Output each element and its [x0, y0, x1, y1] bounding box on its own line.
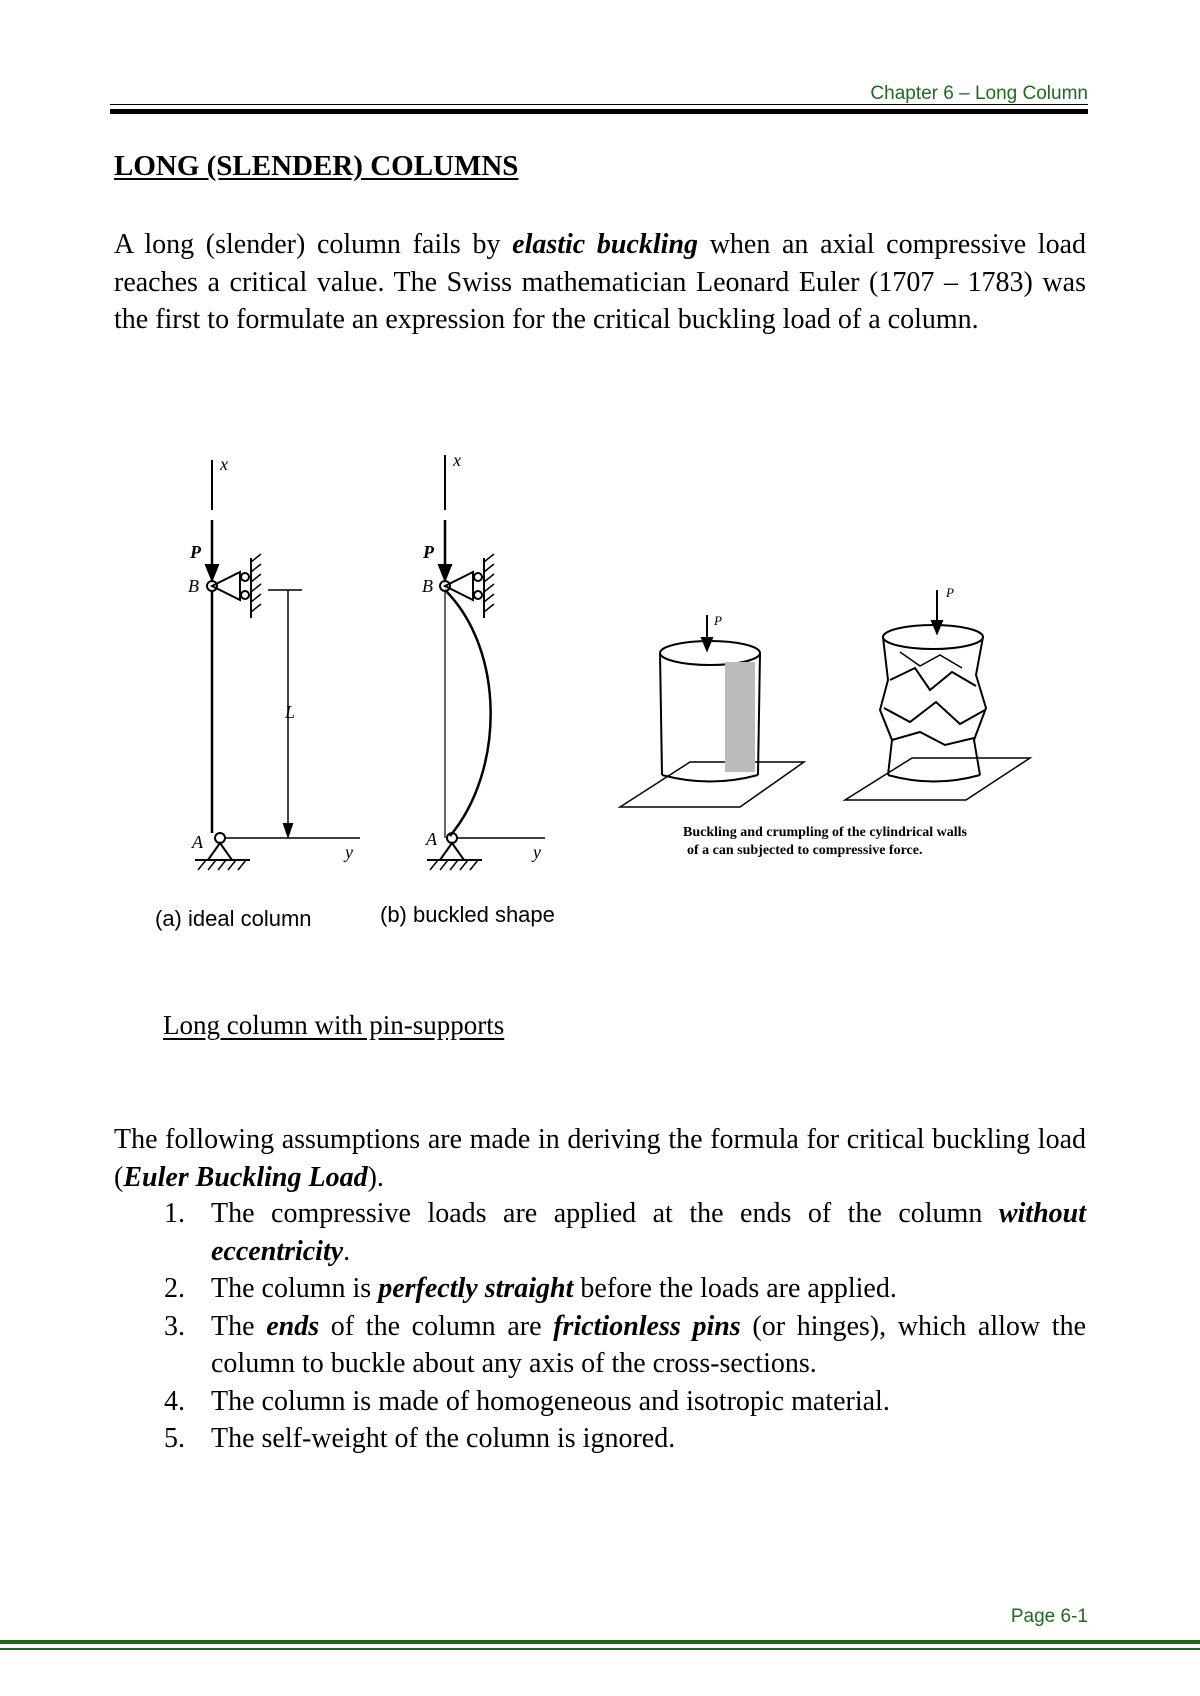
label-y-a: y — [345, 842, 353, 862]
list-item-number: 1. — [164, 1198, 185, 1229]
crumple-folds — [884, 668, 985, 745]
intro-emphasis: elastic buckling — [512, 229, 699, 260]
ground-hatch-a — [198, 860, 246, 870]
label-p-can-1: P — [714, 613, 722, 628]
list-item-emphasis: perfectly straight — [378, 1273, 574, 1304]
load-arrowhead-can-1 — [702, 638, 712, 650]
can-right-2 — [974, 637, 986, 775]
crumpled-can-illustration — [845, 590, 1030, 800]
column-diagram — [140, 440, 1080, 960]
subcaption-a: (a) ideal column — [155, 906, 312, 931]
list-item-emphasis: without eccentricity — [211, 1198, 1086, 1267]
buckled-curve — [445, 590, 491, 836]
ground-hatch-b — [430, 860, 478, 870]
base-plate-1 — [620, 762, 804, 807]
can-caption-line-2: of a can subjected to compressive force. — [687, 843, 923, 858]
load-arrowhead-can-2 — [932, 621, 942, 633]
footer-rule — [0, 1640, 1200, 1644]
header-rule — [110, 109, 1088, 114]
can-top-2 — [883, 625, 983, 649]
list-item — [114, 1420, 1086, 1458]
support-a — [208, 843, 232, 860]
list-item — [114, 1270, 1086, 1308]
intro-text-2: when an axial compressive load reaches a critical value. The Swiss mathematician Leonard Euler (1707 – 1783) was the first to formulate an expression for the critical buckling load of a column. — [114, 229, 1087, 335]
crumple-top — [900, 652, 962, 668]
label-b-b: B — [422, 576, 433, 596]
wall-hatch-b — [484, 554, 494, 612]
assumptions-text-1: The following assumptions are made in deriving the formula for critical buckling load ( — [114, 1124, 1086, 1193]
roller-1-b — [474, 573, 482, 581]
intro-text-1: A long (slender) column fails by — [114, 229, 513, 260]
can-caption-line-1: Buckling and crumpling of the cylindrical walls — [683, 825, 967, 840]
list-item-number: 3. — [164, 1310, 185, 1342]
list-item-text: The column is made of homogeneous and isotropic material. — [211, 1385, 890, 1417]
label-y-b: y — [533, 842, 541, 862]
label-a-a: A — [192, 832, 203, 852]
subcaption-b: (b) buckled shape — [380, 902, 555, 927]
figure-caption: Long column with pin-supports — [163, 1010, 505, 1040]
can-right-1 — [758, 653, 760, 775]
assumptions-emphasis: Euler Buckling Load — [123, 1161, 368, 1193]
list-item-text-end: . — [343, 1235, 351, 1267]
list-item — [114, 1383, 1086, 1421]
column-figure — [140, 440, 1080, 960]
list-item-emphasis-2: frictionless pins — [553, 1310, 741, 1342]
header-rule-thin — [110, 104, 1088, 105]
list-item-text: The — [211, 1310, 267, 1342]
list-item-number: 4. — [164, 1385, 185, 1417]
running-header: Chapter 6 – Long Column — [870, 83, 1088, 104]
dim-arrow-a — [284, 824, 292, 836]
can-bottom-1 — [662, 775, 758, 782]
list-item-text: The self-weight of the column is ignored. — [211, 1423, 676, 1454]
footer-rule-thin — [0, 1648, 1200, 1650]
list-item-emphasis: ends — [266, 1310, 320, 1342]
label-l-a: L — [285, 702, 296, 722]
label-p-b: P — [423, 542, 434, 562]
roller-2-a — [241, 591, 249, 599]
list-item-number: 5. — [164, 1423, 185, 1454]
intact-can-illustration — [620, 615, 804, 807]
can-bottom-2 — [888, 775, 980, 782]
assumptions-text-2: ). — [367, 1161, 384, 1193]
load-arrowhead-b — [439, 565, 451, 580]
label-x-b: x — [453, 450, 461, 470]
ideal-column-diagram — [195, 460, 360, 870]
label-p-a: P — [190, 542, 201, 562]
list-item-text-end: before the loads are applied. — [573, 1273, 897, 1304]
buckled-column-diagram — [427, 455, 545, 870]
label-b-a: B — [188, 576, 199, 596]
list-item-number: 2. — [164, 1273, 185, 1304]
assumptions-intro — [114, 1121, 1086, 1196]
can-shading-1 — [725, 662, 755, 772]
list-item-text-mid: of the column are — [319, 1310, 554, 1342]
label-x-a: x — [220, 454, 228, 474]
intro-paragraph — [114, 226, 1086, 339]
list-item-text: The column is — [211, 1273, 379, 1304]
load-arrowhead-a — [206, 565, 218, 580]
label-a-b: A — [426, 829, 437, 849]
wall-hatch-a — [251, 554, 261, 612]
list-item — [114, 1308, 1086, 1383]
list-item-text: The compressive loads are applied at the ends of the column — [211, 1198, 999, 1229]
can-left-1 — [660, 653, 662, 775]
roller-2-b — [474, 591, 482, 599]
assumptions-list — [114, 1195, 1086, 1458]
page-number: Page 6-1 — [1010, 1606, 1088, 1627]
label-p-can-2: P — [946, 585, 954, 600]
list-item-text-end: (or hinges), which allow the column to buckle about any axis of the cross-sections. — [211, 1310, 1087, 1379]
support-b — [440, 843, 464, 860]
base-plate-2 — [845, 758, 1030, 800]
roller-1-a — [241, 573, 249, 581]
section-title: LONG (SLENDER) COLUMNS — [114, 150, 519, 182]
list-item — [114, 1195, 1086, 1270]
can-left-2 — [880, 637, 892, 775]
